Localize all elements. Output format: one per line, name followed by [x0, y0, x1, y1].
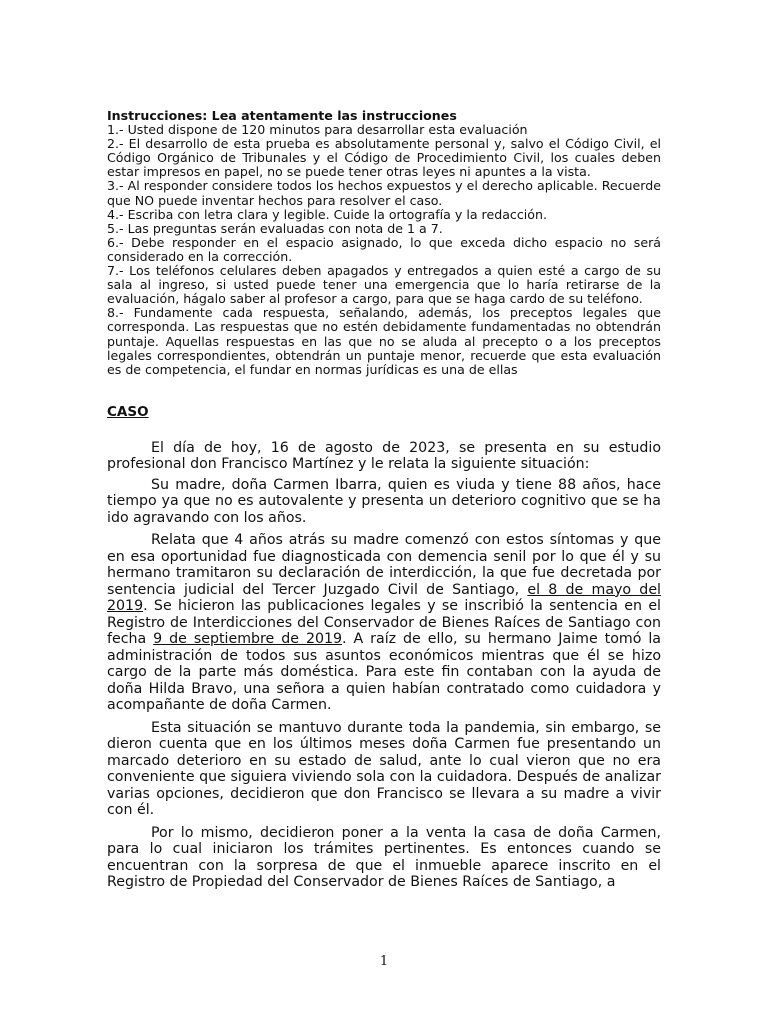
case-paragraph-5: Por lo mismo, decidieron poner a la venta la casa de doña Carmen, para lo cual iniciaron los trámites pertinentes. Es entonces cuando se encuentran con la sorpresa de que el inmueble aparece inscrito en el Registro de Propiedad del Conservador de Bienes Raíces de Santiago, a: [107, 824, 661, 891]
case-paragraph-3-part-c: . A raíz de ello, su hermano Jaime tomó la administración de todos sus asuntos económicos mientras que él se hizo cargo de la parte más doméstica. Para este fin contaban con la ayuda de doña Hilda Bravo, una señora a quien habían contratado como cuidadora y acompañante de doña Carmen.: [107, 631, 661, 714]
instruction-item-6: 6.- Debe responder en el espacio asignado, lo que exceda dicho espacio no será considerado en la corrección.: [107, 234, 661, 264]
case-paragraph-3-part-a: Relata que 4 años atrás su madre comenzó con estos síntomas y que en esa oportunidad fue diagnosticada con demencia senil por lo que él y su hermano tramitaron su declaración de interdicción, la que fue decretada por sentencia judicial del Tercer Juzgado Civil de Santiago,: [107, 532, 661, 598]
case-paragraph-2: Su madre, doña Carmen Ibarra, quien es viuda y tiene 88 años, hace tiempo ya que no es autovalente y presenta un deterioro cognitivo que se ha ido agravando con los años.: [107, 476, 661, 526]
case-paragraph-3-part-b: . Se hicieron las publicaciones legales y se inscribió la sentencia en el Registro de Interdicciones del Conservador de Bienes Raíces de Santiago con fecha: [107, 598, 661, 648]
case-paragraph-1: El día de hoy, 16 de agosto de 2023, se presenta en su estudio profesional don Francisco Martínez y le relata la siguiente situación:: [107, 439, 661, 473]
case-body: [107, 440, 661, 891]
instructions-title: Instrucciones: Lea atentamente las instrucciones: [107, 108, 457, 123]
case-paragraph-3: [107, 532, 661, 714]
case-heading: CASO: [107, 403, 149, 420]
instruction-item-3: 3.- Al responder considere todos los hechos expuestos y el derecho aplicable. Recuerde que NO puede inventar hechos para resolver el caso.: [107, 178, 661, 208]
interdiction-decree-date: el 8 de mayo del 2019: [107, 581, 661, 615]
registration-date: 9 de septiembre de 2019: [153, 631, 343, 648]
case-paragraph-4: Esta situación se mantuvo durante toda la pandemia, sin embargo, se dieron cuenta que en los últimos meses doña Carmen fue presentando un marcado deterioro en su estado de salud, ante lo cual vieron que no era conveniente que siguiera viviendo sola con la cuidadora. Después de analizar varias opciones, decidieron que don Francisco se llevara a su madre a vivir con él.: [107, 719, 661, 819]
document-page: [107, 109, 661, 893]
instruction-item-4: 4.- Escriba con letra clara y legible. Cuide la ortografía y la redacción.: [107, 206, 547, 222]
instruction-item-5: 5.- Las preguntas serán evaluadas con nota de 1 a 7.: [107, 220, 443, 236]
instruction-item-7: 7.- Los teléfonos celulares deben apagados y entregados a quien esté a cargo de su sala al ingreso, si usted puede tener una emergencia que lo haría retirarse de la evaluación, hágalo saber al profesor a cargo, para que se haga cardo de su teléfono.: [107, 263, 661, 307]
instruction-item-2: 2.- El desarrollo de esta prueba es absolutamente personal y, salvo el Código Civil, el Código Orgánico de Tribunales y el Código de Procedimiento Civil, los cuales deben estar impresos en papel, no se puede tener otras leyes ni apuntes a la vista.: [107, 136, 661, 180]
instruction-item-8: 8.- Fundamente cada respuesta, señalando, además, los preceptos legales que corresponda. Las respuestas que no estén debidamente fundamentadas no obtendrán puntaje. Aquellas respuestas en las que no se aluda al precepto o a los preceptos legales correspondientes, obtendrán un puntaje menor, recuerde que esta evaluación es de competencia, el fundar en normas jurídicas es una de ellas: [107, 305, 661, 377]
instructions-block: [107, 109, 661, 377]
page-number: 1: [379, 954, 389, 969]
instruction-item-1: 1.- Usted dispone de 120 minutos para desarrollar esta evaluación: [107, 122, 528, 138]
